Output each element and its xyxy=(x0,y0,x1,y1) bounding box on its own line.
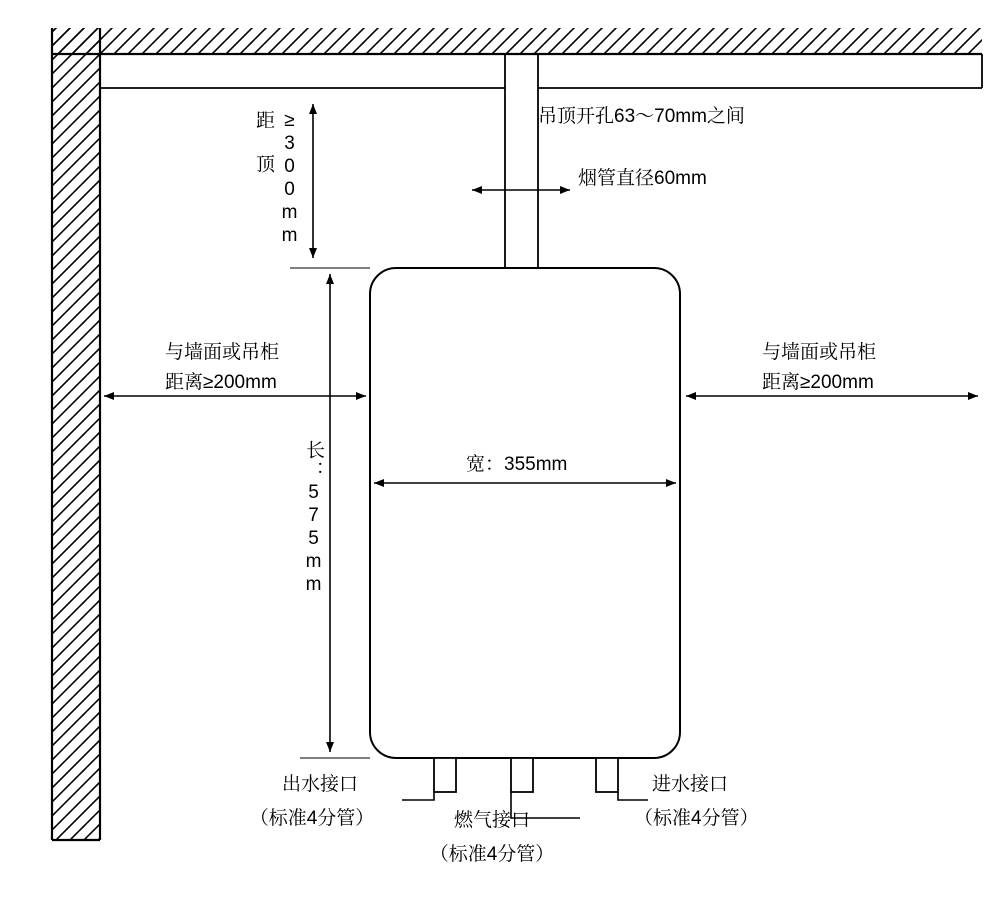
water-heater-body xyxy=(370,268,680,792)
inlet-label-line2: （标准4分管） xyxy=(634,808,759,829)
flue-pipe xyxy=(505,54,538,270)
right-clearance-label-line2: 距离≥200mm xyxy=(762,372,874,393)
ceiling-slab xyxy=(100,54,982,88)
flue-diameter-label: 烟管直径60mm xyxy=(578,168,707,189)
gas-label-line2: （标准4分管） xyxy=(429,844,555,865)
inlet-label-line1: 进水接口 xyxy=(652,774,729,795)
ceiling-hatch xyxy=(52,28,982,54)
top-clearance-label-line2: ≥300mm xyxy=(279,110,300,248)
dim-top-clearance xyxy=(100,88,370,268)
right-clearance-label-line1: 与墙面或吊柜 xyxy=(762,342,877,363)
top-clearance-label-line1: 距 顶 xyxy=(253,110,274,175)
gas-label-line1: 燃气接口 xyxy=(453,810,530,831)
outlet-label-line1: 出水接口 xyxy=(281,774,358,795)
left-clearance-label-line2: 距离≥200mm xyxy=(165,372,277,393)
unit-width-label: 宽：355mm xyxy=(466,454,568,475)
left-clearance-label-line1: 与墙面或吊柜 xyxy=(165,342,280,363)
unit-height-label: 长：575mm xyxy=(303,440,324,597)
ceiling-hole-label: 吊顶开孔63～70mm之间 xyxy=(538,106,745,127)
left-wall xyxy=(52,28,100,840)
outlet-label-line2: （标准4分管） xyxy=(249,808,375,829)
